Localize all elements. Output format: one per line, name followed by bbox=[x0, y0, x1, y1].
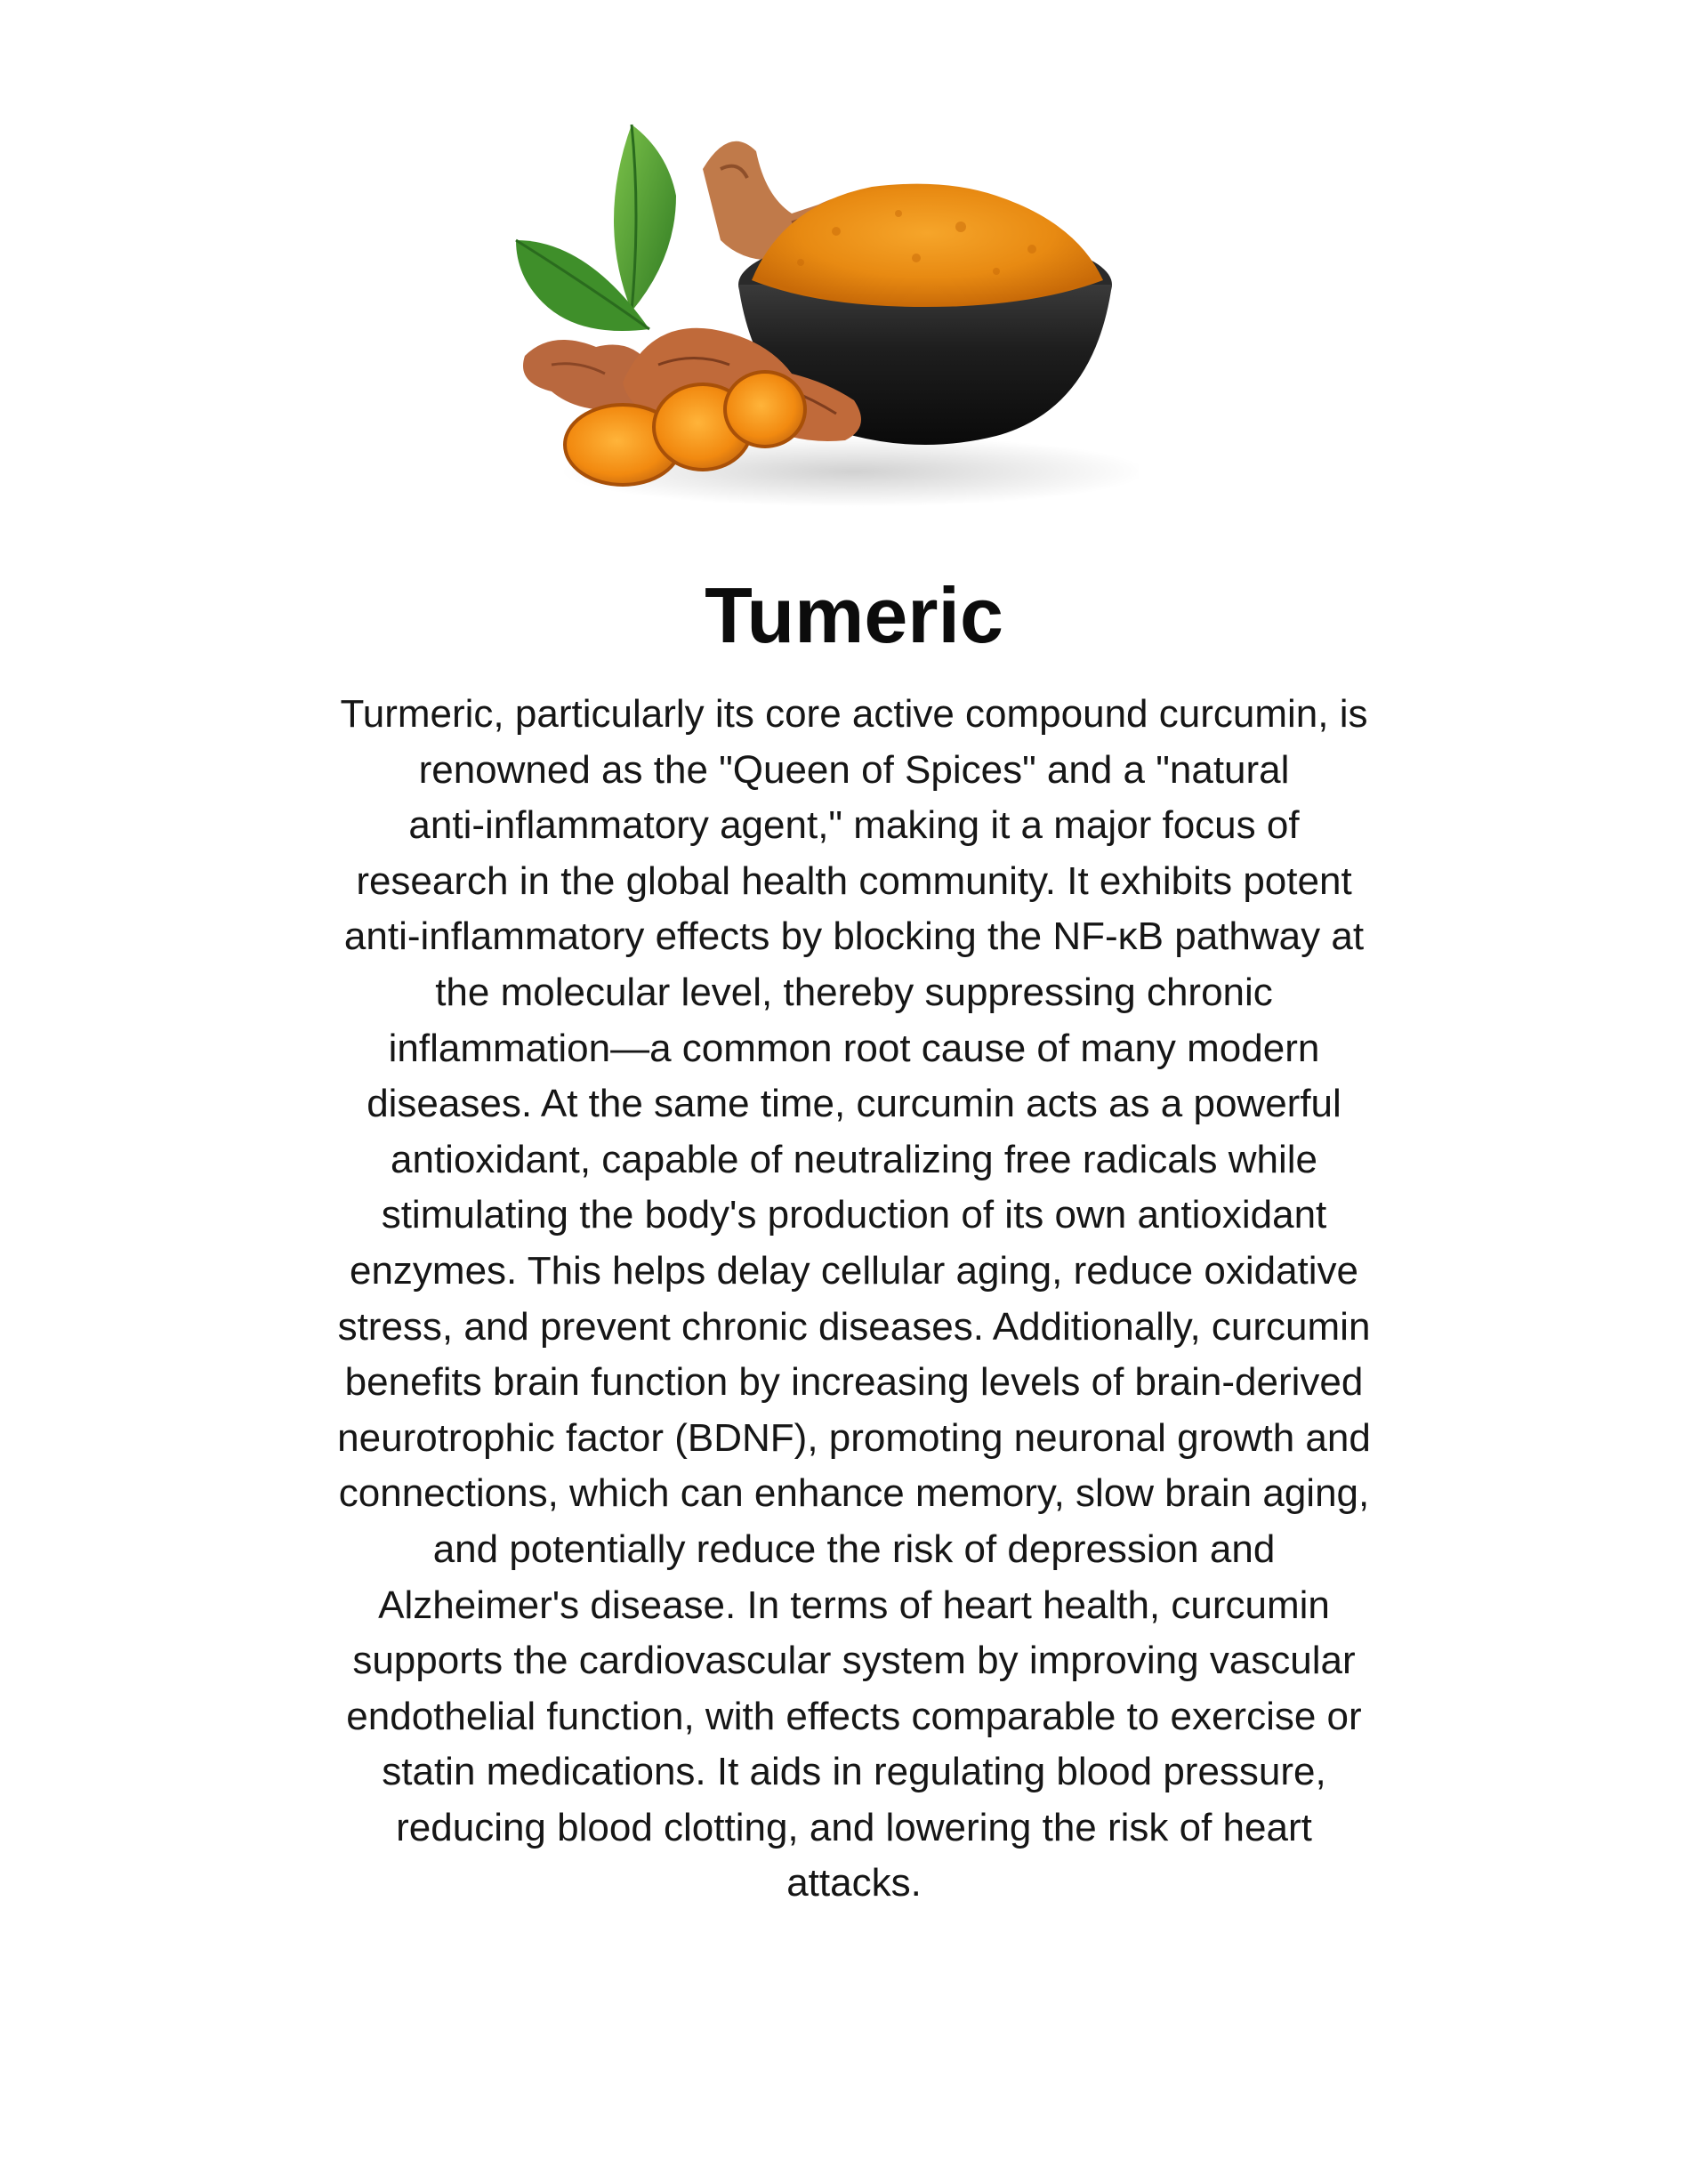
body-line: Alzheimer's disease. In terms of heart health, curcumin bbox=[378, 1583, 1330, 1627]
body-line: endothelial function, with effects comparable to exercise or bbox=[346, 1694, 1362, 1738]
body-line: renowned as the "Queen of Spices" and a "natural bbox=[418, 747, 1290, 792]
body-line: antioxidant, capable of neutralizing free radicals while bbox=[391, 1137, 1317, 1181]
body-line: research in the global health community. It exhibits potent bbox=[356, 858, 1352, 903]
body-line: statin medications. It aids in regulating blood pressure, bbox=[382, 1750, 1326, 1794]
body-line: anti-inflammatory effects by blocking the NF-κB pathway at bbox=[343, 914, 1365, 959]
body-line: stimulating the body's production of its own antioxidant bbox=[381, 1193, 1327, 1237]
body-line: reducing blood clotting, and lowering the risk of heart bbox=[396, 1805, 1312, 1849]
body-line: the molecular level, thereby suppressing chronic bbox=[435, 970, 1273, 1014]
turmeric-hero-image bbox=[498, 116, 1139, 525]
body-line: neurotrophic factor (BDNF), promoting neuronal growth and bbox=[337, 1415, 1371, 1460]
article-title: Tumeric bbox=[705, 571, 1003, 659]
body-line: stress, and prevent chronic diseases. Additionally, curcumin bbox=[337, 1304, 1371, 1349]
body-line: and potentially reduce the risk of depression and bbox=[432, 1527, 1276, 1571]
article-body bbox=[267, 687, 1441, 1912]
body-line: benefits brain function by increasing levels of brain-derived bbox=[344, 1360, 1364, 1405]
body-line: inflammation—a common root cause of many modern bbox=[388, 1026, 1320, 1070]
turmeric-powder-bowl-icon bbox=[498, 116, 1139, 525]
body-line: connections, which can enhance memory, slow brain aging, bbox=[338, 1471, 1370, 1516]
body-line: anti-inflammatory agent," making it a major focus of bbox=[408, 803, 1300, 848]
body-line: diseases. At the same time, curcumin acts as a powerful bbox=[367, 1082, 1341, 1126]
body-line: enzymes. This helps delay cellular aging, reduce oxidative bbox=[349, 1248, 1359, 1293]
body-line: attacks. bbox=[786, 1861, 922, 1905]
body-line: supports the cardiovascular system by improving vascular bbox=[352, 1639, 1356, 1683]
body-line: Turmeric, particularly its core active compound curcumin, is bbox=[340, 692, 1368, 736]
